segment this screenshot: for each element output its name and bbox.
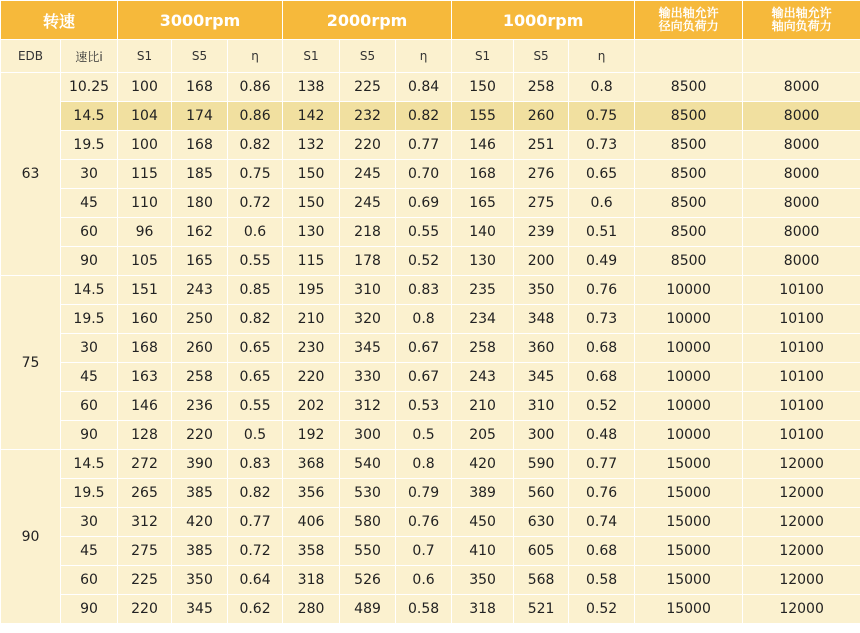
table-cell: 360 bbox=[514, 334, 569, 363]
speed-header: 转速 bbox=[1, 1, 118, 40]
table-cell: 0.74 bbox=[569, 508, 635, 537]
table-cell: 630 bbox=[514, 508, 569, 537]
col-eff-1000: η bbox=[569, 40, 635, 73]
table-cell: 220 bbox=[340, 131, 396, 160]
table-cell: 151 bbox=[118, 276, 172, 305]
table-cell: 239 bbox=[514, 218, 569, 247]
table-cell: 15000 bbox=[635, 537, 743, 566]
table-cell: 10000 bbox=[635, 421, 743, 450]
table-row bbox=[1, 305, 860, 334]
table-cell: 100 bbox=[118, 73, 172, 102]
table-cell: 356 bbox=[283, 479, 340, 508]
ratio-cell: 30 bbox=[61, 334, 118, 363]
table-cell: 130 bbox=[283, 218, 340, 247]
table-cell: 0.69 bbox=[396, 189, 452, 218]
table-cell: 275 bbox=[514, 189, 569, 218]
ratio-cell: 14.5 bbox=[61, 102, 118, 131]
ratio-cell: 30 bbox=[61, 508, 118, 537]
table-row bbox=[1, 537, 860, 566]
table-cell: 138 bbox=[283, 73, 340, 102]
table-cell: 420 bbox=[452, 450, 514, 479]
table-cell: 450 bbox=[452, 508, 514, 537]
table-body bbox=[1, 73, 860, 624]
table-cell: 0.76 bbox=[396, 508, 452, 537]
table-row bbox=[1, 276, 860, 305]
table-row bbox=[1, 334, 860, 363]
table-cell: 310 bbox=[514, 392, 569, 421]
table-cell: 0.8 bbox=[396, 305, 452, 334]
table-cell: 8000 bbox=[743, 247, 860, 276]
table-cell: 15000 bbox=[635, 508, 743, 537]
table-row bbox=[1, 363, 860, 392]
edb-header: EDB bbox=[1, 40, 61, 73]
table-cell: 385 bbox=[172, 479, 228, 508]
table-cell: 168 bbox=[118, 334, 172, 363]
radial-load-header: 输出轴允许 径向负荷力 bbox=[635, 1, 743, 40]
table-cell: 15000 bbox=[635, 479, 743, 508]
table-cell: 12000 bbox=[743, 450, 860, 479]
table-cell: 8500 bbox=[635, 247, 743, 276]
table-cell: 195 bbox=[283, 276, 340, 305]
table-cell: 420 bbox=[172, 508, 228, 537]
table-cell: 250 bbox=[172, 305, 228, 334]
table-cell: 8500 bbox=[635, 189, 743, 218]
ratio-cell: 60 bbox=[61, 566, 118, 595]
table-cell: 580 bbox=[340, 508, 396, 537]
ratio-cell: 19.5 bbox=[61, 305, 118, 334]
ratio-cell: 60 bbox=[61, 392, 118, 421]
table-cell: 350 bbox=[452, 566, 514, 595]
table-cell: 0.67 bbox=[396, 363, 452, 392]
table-cell: 0.82 bbox=[396, 102, 452, 131]
table-cell: 160 bbox=[118, 305, 172, 334]
ratio-cell: 45 bbox=[61, 537, 118, 566]
table-cell: 0.68 bbox=[569, 334, 635, 363]
model-cell: 63 bbox=[1, 73, 61, 276]
table-cell: 0.79 bbox=[396, 479, 452, 508]
table-cell: 265 bbox=[118, 479, 172, 508]
table-cell: 0.6 bbox=[228, 218, 283, 247]
table-cell: 220 bbox=[283, 363, 340, 392]
table-cell: 0.76 bbox=[569, 479, 635, 508]
table-cell: 10100 bbox=[743, 305, 860, 334]
table-cell: 560 bbox=[514, 479, 569, 508]
table-row bbox=[1, 508, 860, 537]
rpm-header-3000: 3000rpm bbox=[118, 1, 283, 40]
table-cell: 146 bbox=[118, 392, 172, 421]
table-cell: 8000 bbox=[743, 218, 860, 247]
table-cell: 260 bbox=[514, 102, 569, 131]
table-cell: 0.5 bbox=[396, 421, 452, 450]
table-cell: 330 bbox=[340, 363, 396, 392]
table-cell: 165 bbox=[172, 247, 228, 276]
table-cell: 245 bbox=[340, 189, 396, 218]
table-cell: 605 bbox=[514, 537, 569, 566]
table-row bbox=[1, 189, 860, 218]
table-cell: 0.49 bbox=[569, 247, 635, 276]
table-cell: 202 bbox=[283, 392, 340, 421]
table-cell: 218 bbox=[340, 218, 396, 247]
table-cell: 0.55 bbox=[396, 218, 452, 247]
table-cell: 0.75 bbox=[569, 102, 635, 131]
table-cell: 0.52 bbox=[396, 247, 452, 276]
table-cell: 234 bbox=[452, 305, 514, 334]
table-cell: 12000 bbox=[743, 595, 860, 624]
table-cell: 235 bbox=[452, 276, 514, 305]
col-s5-1000: S5 bbox=[514, 40, 569, 73]
table-cell: 8000 bbox=[743, 73, 860, 102]
table-cell: 128 bbox=[118, 421, 172, 450]
table-cell: 0.55 bbox=[228, 392, 283, 421]
table-cell: 521 bbox=[514, 595, 569, 624]
table-cell: 300 bbox=[340, 421, 396, 450]
table-cell: 205 bbox=[452, 421, 514, 450]
rpm-header-2000: 2000rpm bbox=[283, 1, 452, 40]
table-cell: 0.72 bbox=[228, 189, 283, 218]
ratio-header: 速比i bbox=[61, 40, 118, 73]
table-cell: 104 bbox=[118, 102, 172, 131]
table-cell: 10000 bbox=[635, 392, 743, 421]
table-cell: 350 bbox=[514, 276, 569, 305]
table-cell: 0.5 bbox=[228, 421, 283, 450]
table-cell: 258 bbox=[452, 334, 514, 363]
table-cell: 225 bbox=[118, 566, 172, 595]
table-cell: 0.48 bbox=[569, 421, 635, 450]
table-cell: 258 bbox=[172, 363, 228, 392]
table-cell: 0.8 bbox=[569, 73, 635, 102]
table-cell: 0.85 bbox=[228, 276, 283, 305]
table-cell: 0.68 bbox=[569, 363, 635, 392]
table-cell: 130 bbox=[452, 247, 514, 276]
col-eff-2000: η bbox=[396, 40, 452, 73]
table-cell: 142 bbox=[283, 102, 340, 131]
table-cell: 0.77 bbox=[396, 131, 452, 160]
ratio-cell: 10.25 bbox=[61, 73, 118, 102]
table-cell: 200 bbox=[514, 247, 569, 276]
table-cell: 15000 bbox=[635, 566, 743, 595]
table-cell: 0.6 bbox=[396, 566, 452, 595]
ratio-cell: 19.5 bbox=[61, 131, 118, 160]
table-cell: 8500 bbox=[635, 102, 743, 131]
ratio-cell: 14.5 bbox=[61, 276, 118, 305]
table-row bbox=[1, 218, 860, 247]
table-cell: 115 bbox=[118, 160, 172, 189]
ratio-cell: 45 bbox=[61, 189, 118, 218]
model-cell: 75 bbox=[1, 276, 61, 450]
table-cell: 276 bbox=[514, 160, 569, 189]
table-cell: 110 bbox=[118, 189, 172, 218]
table-cell: 150 bbox=[283, 189, 340, 218]
table-cell: 0.52 bbox=[569, 595, 635, 624]
table-cell: 8000 bbox=[743, 131, 860, 160]
table-cell: 220 bbox=[118, 595, 172, 624]
table-cell: 345 bbox=[172, 595, 228, 624]
table-cell: 320 bbox=[340, 305, 396, 334]
table-cell: 8000 bbox=[743, 102, 860, 131]
table-cell: 0.83 bbox=[228, 450, 283, 479]
table-row bbox=[1, 160, 860, 189]
table-cell: 0.82 bbox=[228, 305, 283, 334]
table-cell: 178 bbox=[340, 247, 396, 276]
table-row bbox=[1, 566, 860, 595]
table-cell: 0.77 bbox=[569, 450, 635, 479]
table-cell: 318 bbox=[452, 595, 514, 624]
table-cell: 180 bbox=[172, 189, 228, 218]
table-row bbox=[1, 450, 860, 479]
col-s5-2000: S5 bbox=[340, 40, 396, 73]
table-cell: 0.70 bbox=[396, 160, 452, 189]
table-row bbox=[1, 73, 860, 102]
table-cell: 0.64 bbox=[228, 566, 283, 595]
table-cell: 590 bbox=[514, 450, 569, 479]
table-cell: 10000 bbox=[635, 363, 743, 392]
table-cell: 12000 bbox=[743, 537, 860, 566]
table-cell: 275 bbox=[118, 537, 172, 566]
table-cell: 300 bbox=[514, 421, 569, 450]
table-row bbox=[1, 479, 860, 508]
ratio-cell: 19.5 bbox=[61, 479, 118, 508]
table-cell: 260 bbox=[172, 334, 228, 363]
table-cell: 0.65 bbox=[228, 334, 283, 363]
table-cell: 312 bbox=[340, 392, 396, 421]
table-cell: 192 bbox=[283, 421, 340, 450]
table-cell: 185 bbox=[172, 160, 228, 189]
table-cell: 312 bbox=[118, 508, 172, 537]
table-row bbox=[1, 421, 860, 450]
table-cell: 230 bbox=[283, 334, 340, 363]
col-s1-3000: S1 bbox=[118, 40, 172, 73]
ratio-cell: 30 bbox=[61, 160, 118, 189]
table-cell: 10100 bbox=[743, 392, 860, 421]
table-cell: 0.53 bbox=[396, 392, 452, 421]
table-cell: 0.7 bbox=[396, 537, 452, 566]
table-cell: 568 bbox=[514, 566, 569, 595]
table-cell: 0.58 bbox=[569, 566, 635, 595]
table-cell: 8500 bbox=[635, 218, 743, 247]
table-cell: 0.82 bbox=[228, 131, 283, 160]
col-s1-2000: S1 bbox=[283, 40, 340, 73]
table-cell: 232 bbox=[340, 102, 396, 131]
table-cell: 0.68 bbox=[569, 537, 635, 566]
model-cell: 90 bbox=[1, 450, 61, 624]
table-cell: 150 bbox=[283, 160, 340, 189]
table-row bbox=[1, 595, 860, 624]
table-cell: 220 bbox=[172, 421, 228, 450]
axial-load-header: 输出轴允许 轴向负荷力 bbox=[743, 1, 860, 40]
table-cell: 0.84 bbox=[396, 73, 452, 102]
table-row bbox=[1, 247, 860, 276]
col-eff-3000: η bbox=[228, 40, 283, 73]
table-cell: 530 bbox=[340, 479, 396, 508]
header-row-sub bbox=[1, 40, 860, 73]
table-cell: 0.82 bbox=[228, 479, 283, 508]
table-cell: 0.76 bbox=[569, 276, 635, 305]
table-cell: 12000 bbox=[743, 508, 860, 537]
table-cell: 243 bbox=[452, 363, 514, 392]
table-cell: 8500 bbox=[635, 160, 743, 189]
table-cell: 8500 bbox=[635, 73, 743, 102]
ratio-cell: 45 bbox=[61, 363, 118, 392]
table-cell: 0.55 bbox=[228, 247, 283, 276]
table-cell: 0.67 bbox=[396, 334, 452, 363]
table-cell: 150 bbox=[452, 73, 514, 102]
table-cell: 0.65 bbox=[569, 160, 635, 189]
table-cell: 100 bbox=[118, 131, 172, 160]
table-cell: 12000 bbox=[743, 479, 860, 508]
table-cell: 163 bbox=[118, 363, 172, 392]
table-cell: 550 bbox=[340, 537, 396, 566]
table-cell: 155 bbox=[452, 102, 514, 131]
ratio-cell: 60 bbox=[61, 218, 118, 247]
table-cell: 489 bbox=[340, 595, 396, 624]
table-cell: 210 bbox=[283, 305, 340, 334]
table-cell: 280 bbox=[283, 595, 340, 624]
table-cell: 10000 bbox=[635, 305, 743, 334]
table-cell: 132 bbox=[283, 131, 340, 160]
table-cell: 0.83 bbox=[396, 276, 452, 305]
table-cell: 10100 bbox=[743, 334, 860, 363]
table-cell: 96 bbox=[118, 218, 172, 247]
table-cell: 272 bbox=[118, 450, 172, 479]
table-cell: 0.6 bbox=[569, 189, 635, 218]
col-s1-1000: S1 bbox=[452, 40, 514, 73]
table-cell: 8500 bbox=[635, 131, 743, 160]
table-cell: 15000 bbox=[635, 450, 743, 479]
table-row bbox=[1, 102, 860, 131]
table-cell: 0.51 bbox=[569, 218, 635, 247]
table-row bbox=[1, 392, 860, 421]
table-cell: 385 bbox=[172, 537, 228, 566]
table-cell: 345 bbox=[514, 363, 569, 392]
table-cell: 243 bbox=[172, 276, 228, 305]
table-cell: 540 bbox=[340, 450, 396, 479]
table-cell: 15000 bbox=[635, 595, 743, 624]
table-cell: 174 bbox=[172, 102, 228, 131]
table-cell: 236 bbox=[172, 392, 228, 421]
table-cell: 225 bbox=[340, 73, 396, 102]
ratio-cell: 90 bbox=[61, 595, 118, 624]
table-cell: 0.52 bbox=[569, 392, 635, 421]
table-cell: 0.86 bbox=[228, 73, 283, 102]
table-cell: 165 bbox=[452, 189, 514, 218]
table-cell: 140 bbox=[452, 218, 514, 247]
table-cell: 350 bbox=[172, 566, 228, 595]
table-cell: 0.73 bbox=[569, 305, 635, 334]
header-row-top bbox=[1, 1, 860, 40]
table-cell: 105 bbox=[118, 247, 172, 276]
table-cell: 389 bbox=[452, 479, 514, 508]
table-cell: 318 bbox=[283, 566, 340, 595]
table-cell: 168 bbox=[172, 131, 228, 160]
table-cell: 345 bbox=[340, 334, 396, 363]
ratio-cell: 14.5 bbox=[61, 450, 118, 479]
table-cell: 0.75 bbox=[228, 160, 283, 189]
table-cell: 410 bbox=[452, 537, 514, 566]
table-cell: 0.58 bbox=[396, 595, 452, 624]
table-cell: 0.62 bbox=[228, 595, 283, 624]
table-cell: 10000 bbox=[635, 276, 743, 305]
table-cell: 162 bbox=[172, 218, 228, 247]
radial-load-subheader bbox=[635, 40, 743, 73]
table-cell: 0.72 bbox=[228, 537, 283, 566]
col-s5-3000: S5 bbox=[172, 40, 228, 73]
table-cell: 368 bbox=[283, 450, 340, 479]
rpm-header-1000: 1000rpm bbox=[452, 1, 635, 40]
table-cell: 8000 bbox=[743, 160, 860, 189]
table-cell: 210 bbox=[452, 392, 514, 421]
table-cell: 310 bbox=[340, 276, 396, 305]
table-cell: 168 bbox=[172, 73, 228, 102]
table-cell: 358 bbox=[283, 537, 340, 566]
table-cell: 146 bbox=[452, 131, 514, 160]
table-cell: 390 bbox=[172, 450, 228, 479]
table-cell: 0.65 bbox=[228, 363, 283, 392]
table-cell: 406 bbox=[283, 508, 340, 537]
table-cell: 251 bbox=[514, 131, 569, 160]
table-cell: 245 bbox=[340, 160, 396, 189]
table-cell: 10100 bbox=[743, 363, 860, 392]
table-cell: 12000 bbox=[743, 566, 860, 595]
axial-load-subheader bbox=[743, 40, 860, 73]
table-cell: 258 bbox=[514, 73, 569, 102]
table-cell: 348 bbox=[514, 305, 569, 334]
table-cell: 115 bbox=[283, 247, 340, 276]
table-cell: 0.77 bbox=[228, 508, 283, 537]
table-cell: 10000 bbox=[635, 334, 743, 363]
table-cell: 10100 bbox=[743, 421, 860, 450]
table-cell: 10100 bbox=[743, 276, 860, 305]
table-cell: 168 bbox=[452, 160, 514, 189]
table-cell: 0.8 bbox=[396, 450, 452, 479]
ratio-cell: 90 bbox=[61, 247, 118, 276]
table-cell: 8000 bbox=[743, 189, 860, 218]
ratio-cell: 90 bbox=[61, 421, 118, 450]
table-cell: 0.73 bbox=[569, 131, 635, 160]
table-row bbox=[1, 131, 860, 160]
table-cell: 526 bbox=[340, 566, 396, 595]
table-cell: 0.86 bbox=[228, 102, 283, 131]
